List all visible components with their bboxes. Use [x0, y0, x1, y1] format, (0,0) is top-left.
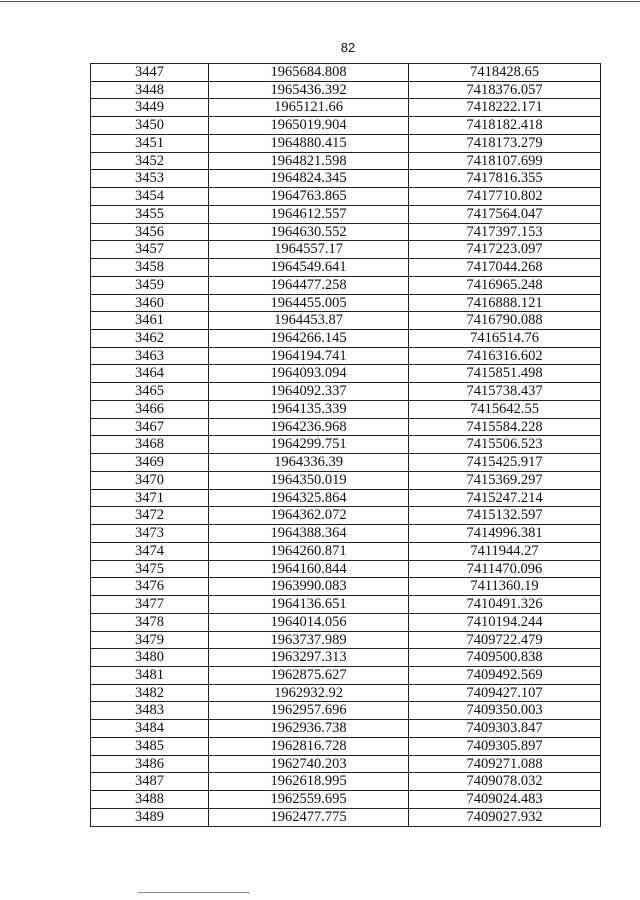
table-row [91, 472, 600, 490]
y-coordinate-cell: 7411944.27 [470, 542, 539, 559]
x-coordinate-cell: 1964350.019 [209, 472, 409, 489]
table-row [91, 135, 600, 153]
table-row [91, 64, 600, 82]
point-number-cell: 3472 [91, 507, 209, 524]
x-coordinate-cell: 1964557.17 [209, 241, 409, 258]
x-coordinate-cell: 1962932.92 [209, 685, 409, 702]
x-coordinate-cell: 1964612.557 [209, 206, 409, 223]
x-coordinate-cell: 1962618.995 [209, 773, 409, 790]
table-row [91, 649, 600, 667]
y-coordinate-cell: 7409492.569 [466, 666, 543, 683]
point-number-cell: 3467 [91, 419, 209, 436]
point-number-cell: 3459 [91, 277, 209, 294]
y-coordinate-cell: 7416316.602 [466, 347, 543, 364]
x-coordinate-cell: 1964136.651 [209, 596, 409, 613]
y-coordinate-cell: 7415369.297 [466, 471, 543, 488]
table-row [91, 702, 600, 720]
y-coordinate-cell: 7417710.802 [466, 188, 543, 205]
y-coordinate-cell: 7418376.057 [466, 81, 543, 98]
point-number-cell: 3458 [91, 259, 209, 276]
point-number-cell: 3462 [91, 330, 209, 347]
y-coordinate-cell: 7411470.096 [466, 560, 543, 577]
y-coordinate-cell: 7410194.244 [466, 613, 543, 630]
table-row [91, 773, 600, 791]
x-coordinate-cell: 1964236.968 [209, 419, 409, 436]
point-number-cell: 3466 [91, 401, 209, 418]
y-coordinate-cell: 7418173.279 [466, 134, 543, 151]
point-number-cell: 3453 [91, 170, 209, 187]
point-number-cell: 3477 [91, 596, 209, 613]
x-coordinate-cell: 1964194.741 [209, 348, 409, 365]
table-row [91, 667, 600, 685]
x-coordinate-cell: 1962559.695 [209, 791, 409, 808]
y-coordinate-cell: 7409427.107 [466, 684, 543, 701]
footer-rule [138, 892, 250, 893]
page-number: 82 [340, 40, 356, 55]
table-row [91, 295, 600, 313]
y-coordinate-cell: 7409024.483 [466, 791, 543, 808]
point-number-cell: 3476 [91, 578, 209, 595]
x-coordinate-cell: 1964325.864 [209, 490, 409, 507]
table-row [91, 596, 600, 614]
y-coordinate-cell: 7417223.097 [466, 241, 543, 258]
point-number-cell: 3483 [91, 702, 209, 719]
x-coordinate-cell: 1964763.865 [209, 188, 409, 205]
y-coordinate-cell: 7409303.847 [466, 720, 543, 737]
x-coordinate-cell: 1962816.728 [209, 738, 409, 755]
y-coordinate-cell: 7416514.76 [470, 330, 539, 347]
point-number-cell: 3473 [91, 525, 209, 542]
y-coordinate-cell: 7415425.917 [466, 454, 543, 471]
table-row [91, 578, 600, 596]
x-coordinate-cell: 1964092.337 [209, 383, 409, 400]
x-coordinate-cell: 1964299.751 [209, 436, 409, 453]
y-coordinate-cell: 7418428.65 [470, 64, 539, 80]
point-number-cell: 3474 [91, 543, 209, 560]
point-number-cell: 3465 [91, 383, 209, 400]
point-number-cell: 3468 [91, 436, 209, 453]
table-row [91, 259, 600, 277]
x-coordinate-cell: 1962875.627 [209, 667, 409, 684]
x-coordinate-cell: 1962957.696 [209, 702, 409, 719]
point-number-cell: 3478 [91, 614, 209, 631]
point-number-cell: 3455 [91, 206, 209, 223]
x-coordinate-cell: 1964824.345 [209, 170, 409, 187]
point-number-cell: 3489 [91, 809, 209, 826]
point-number-cell: 3471 [91, 490, 209, 507]
y-coordinate-cell: 7417564.047 [466, 205, 543, 222]
x-coordinate-cell: 1964477.258 [209, 277, 409, 294]
x-coordinate-cell: 1964260.871 [209, 543, 409, 560]
y-coordinate-cell: 7418222.171 [466, 99, 543, 116]
scan-top-edge [0, 1, 640, 2]
x-coordinate-cell: 1964160.844 [209, 561, 409, 578]
y-coordinate-cell: 7409271.088 [466, 755, 543, 772]
x-coordinate-cell: 1965436.392 [209, 82, 409, 99]
table-row [91, 561, 600, 579]
table-row [91, 809, 600, 827]
y-coordinate-cell: 7410491.326 [466, 596, 543, 613]
point-number-cell: 3485 [91, 738, 209, 755]
point-number-cell: 3479 [91, 632, 209, 649]
point-number-cell: 3460 [91, 295, 209, 312]
coordinates-table [90, 63, 601, 827]
table-row [91, 614, 600, 632]
table-row [91, 419, 600, 437]
x-coordinate-cell: 1964455.005 [209, 295, 409, 312]
x-coordinate-cell: 1964093.094 [209, 365, 409, 382]
table-row [91, 632, 600, 650]
point-number-cell: 3452 [91, 153, 209, 170]
point-number-cell: 3450 [91, 117, 209, 134]
point-number-cell: 3484 [91, 720, 209, 737]
y-coordinate-cell: 7411360.19 [470, 578, 539, 595]
x-coordinate-cell: 1963297.313 [209, 649, 409, 666]
table-row [91, 401, 600, 419]
x-coordinate-cell: 1964453.87 [209, 312, 409, 329]
y-coordinate-cell: 7409350.003 [466, 702, 543, 719]
point-number-cell: 3454 [91, 188, 209, 205]
x-coordinate-cell: 1964135.339 [209, 401, 409, 418]
table-row [91, 99, 600, 117]
point-number-cell: 3448 [91, 82, 209, 99]
x-coordinate-cell: 1964549.641 [209, 259, 409, 276]
point-number-cell: 3461 [91, 312, 209, 329]
table-row [91, 436, 600, 454]
table-row [91, 490, 600, 508]
x-coordinate-cell: 1962740.203 [209, 756, 409, 773]
y-coordinate-cell: 7416790.088 [466, 312, 543, 329]
y-coordinate-cell: 7409500.838 [466, 649, 543, 666]
x-coordinate-cell: 1965684.808 [209, 64, 409, 81]
point-number-cell: 3447 [91, 64, 209, 81]
x-coordinate-cell: 1964362.072 [209, 507, 409, 524]
table-row [91, 348, 600, 366]
y-coordinate-cell: 7415738.437 [466, 383, 543, 400]
y-coordinate-cell: 7409305.897 [466, 737, 543, 754]
table-row [91, 791, 600, 809]
point-number-cell: 3449 [91, 99, 209, 116]
x-coordinate-cell: 1964266.145 [209, 330, 409, 347]
table-row [91, 188, 600, 206]
x-coordinate-cell: 1965121.66 [209, 99, 409, 116]
table-row [91, 454, 600, 472]
table-row [91, 525, 600, 543]
y-coordinate-cell: 7418182.418 [466, 117, 543, 134]
table-row [91, 383, 600, 401]
y-coordinate-cell: 7415642.55 [470, 400, 539, 417]
table-row [91, 312, 600, 330]
table-row [91, 241, 600, 259]
y-coordinate-cell: 7415247.214 [466, 489, 543, 506]
y-coordinate-cell: 7409027.932 [466, 808, 543, 825]
y-coordinate-cell: 7415506.523 [466, 436, 543, 453]
table-row [91, 507, 600, 525]
table-row [91, 153, 600, 171]
x-coordinate-cell: 1965019.904 [209, 117, 409, 134]
point-number-cell: 3464 [91, 365, 209, 382]
table-row [91, 738, 600, 756]
y-coordinate-cell: 7414996.381 [466, 525, 543, 542]
y-coordinate-cell: 7415851.498 [466, 365, 543, 382]
point-number-cell: 3486 [91, 756, 209, 773]
point-number-cell: 3482 [91, 685, 209, 702]
x-coordinate-cell: 1963737.989 [209, 632, 409, 649]
y-coordinate-cell: 7418107.699 [466, 152, 543, 169]
table-row [91, 170, 600, 188]
y-coordinate-cell: 7415584.228 [466, 418, 543, 435]
table-row [91, 82, 600, 100]
point-number-cell: 3470 [91, 472, 209, 489]
table-row [91, 277, 600, 295]
y-coordinate-cell: 7417397.153 [466, 223, 543, 240]
y-coordinate-cell: 7415132.597 [466, 507, 543, 524]
x-coordinate-cell: 1964630.552 [209, 224, 409, 241]
x-coordinate-cell: 1964336.39 [209, 454, 409, 471]
x-coordinate-cell: 1964014.056 [209, 614, 409, 631]
table-row [91, 117, 600, 135]
x-coordinate-cell: 1964388.364 [209, 525, 409, 542]
table-row [91, 720, 600, 738]
y-coordinate-cell: 7409722.479 [466, 631, 543, 648]
point-number-cell: 3469 [91, 454, 209, 471]
table-row [91, 685, 600, 703]
table-row [91, 330, 600, 348]
x-coordinate-cell: 1962936.738 [209, 720, 409, 737]
x-coordinate-cell: 1962477.775 [209, 809, 409, 826]
point-number-cell: 3481 [91, 667, 209, 684]
point-number-cell: 3480 [91, 649, 209, 666]
point-number-cell: 3451 [91, 135, 209, 152]
point-number-cell: 3457 [91, 241, 209, 258]
table-row [91, 365, 600, 383]
point-number-cell: 3456 [91, 224, 209, 241]
point-number-cell: 3475 [91, 561, 209, 578]
point-number-cell: 3487 [91, 773, 209, 790]
y-coordinate-cell: 7417816.355 [466, 170, 543, 187]
y-coordinate-cell: 7417044.268 [466, 259, 543, 276]
x-coordinate-cell: 1963990.083 [209, 578, 409, 595]
table-row [91, 756, 600, 774]
x-coordinate-cell: 1964821.598 [209, 153, 409, 170]
x-coordinate-cell: 1964880.415 [209, 135, 409, 152]
table-row [91, 224, 600, 242]
y-coordinate-cell: 7416965.248 [466, 276, 543, 293]
table-row [91, 206, 600, 224]
table-row [91, 543, 600, 561]
y-coordinate-cell: 7409078.032 [466, 773, 543, 790]
point-number-cell: 3463 [91, 348, 209, 365]
y-coordinate-cell: 7416888.121 [466, 294, 543, 311]
point-number-cell: 3488 [91, 791, 209, 808]
